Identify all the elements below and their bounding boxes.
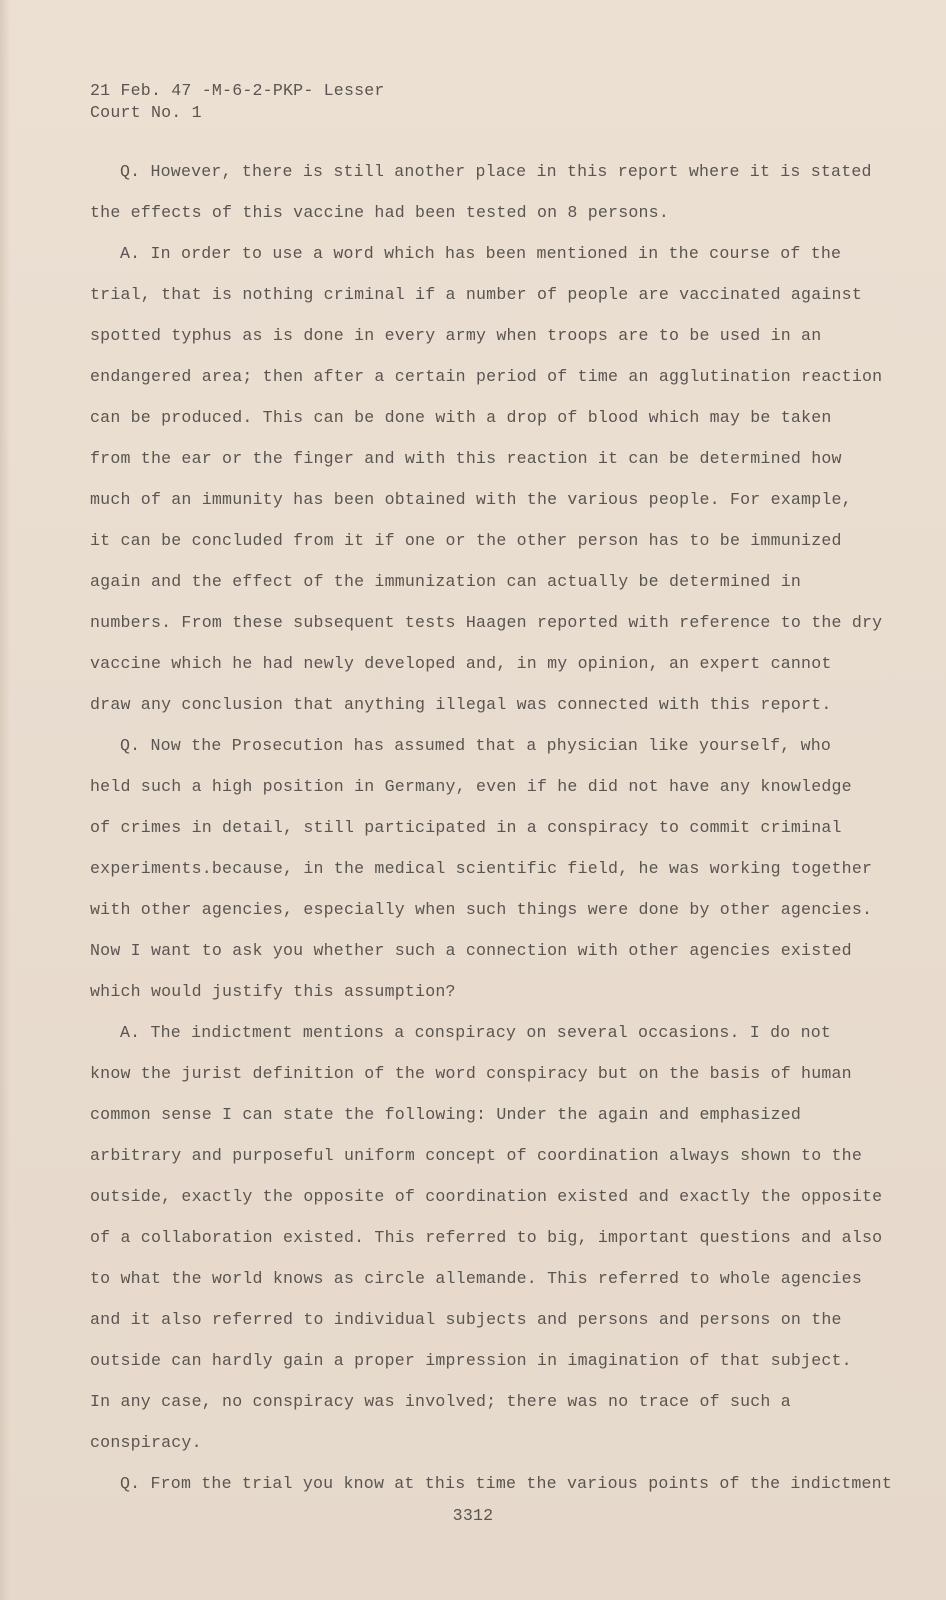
- transcript-line: of crimes in detail, still participated in a conspiracy to commit criminal: [90, 818, 842, 837]
- transcript-line: of a collaboration existed. This referred to big, important questions and also: [90, 1228, 883, 1247]
- transcript-line: Q. However, there is still another place in this report where it is stated: [120, 162, 872, 181]
- transcript-line: Q. From the trial you know at this time the various points of the indictment: [120, 1474, 892, 1493]
- transcript-line: from the ear or the finger and with this reaction it can be determined how: [90, 449, 842, 468]
- transcript-line: spotted typhus as is done in every army when troops are to be used in an: [90, 326, 822, 345]
- transcript-line: much of an immunity has been obtained with the various people. For example,: [90, 490, 852, 509]
- transcript-line: and it also referred to individual subjects and persons and persons on the: [90, 1310, 842, 1329]
- transcript-line: outside, exactly the opposite of coordination existed and exactly the opposite: [90, 1187, 883, 1206]
- transcript-line: draw any conclusion that anything illegal was connected with this report.: [90, 695, 832, 714]
- transcript-line: endangered area; then after a certain period of time an agglutination reaction: [90, 367, 883, 386]
- transcript-line: experiments.because, in the medical scientific field, he was working together: [90, 859, 873, 878]
- header-date-reference: 21 Feb. 47 -M-6-2-PKP- Lesser: [90, 81, 385, 100]
- transcript-line: numbers. From these subsequent tests Haagen reported with reference to the dry: [90, 613, 883, 632]
- transcript-line: know the jurist definition of the word conspiracy but on the basis of human: [90, 1064, 852, 1083]
- transcript-line: can be produced. This can be done with a drop of blood which may be taken: [90, 408, 832, 427]
- transcript-line: it can be concluded from it if one or the other person has to be immunized: [90, 531, 842, 550]
- transcript-line: again and the effect of the immunization can actually be determined in: [90, 572, 802, 591]
- transcript-line: common sense I can state the following: Under the again and emphasized: [90, 1105, 802, 1124]
- transcript-line: trial, that is nothing criminal if a number of people are vaccinated against: [90, 285, 862, 304]
- transcript-line: A. The indictment mentions a conspiracy on several occasions. I do not: [120, 1023, 832, 1042]
- transcript-line: A. In order to use a word which has been mentioned in the course of the: [120, 244, 842, 263]
- header-court: Court No. 1: [90, 103, 202, 122]
- transcript-line: held such a high position in Germany, even if he did not have any knowledge: [90, 777, 852, 796]
- transcript-line: which would justify this assumption?: [90, 982, 456, 1001]
- transcript-line: Now I want to ask you whether such a connection with other agencies existed: [90, 941, 852, 960]
- transcript-line: In any case, no conspiracy was involved; there was no trace of such a: [90, 1392, 791, 1411]
- transcript-line: Q. Now the Prosecution has assumed that a physician like yourself, who: [120, 736, 832, 755]
- transcript-line: outside can hardly gain a proper impression in imagination of that subject.: [90, 1351, 852, 1370]
- transcript-line: conspiracy.: [90, 1433, 202, 1452]
- transcript-body: [90, 151, 890, 1504]
- transcript-line: arbitrary and purposeful uniform concept of coordination always shown to the: [90, 1146, 862, 1165]
- transcript-line: to what the world knows as circle allemande. This referred to whole agencies: [90, 1269, 862, 1288]
- page-number: 3312: [452, 1506, 494, 1525]
- transcript-line: vaccine which he had newly developed and, in my opinion, an expert cannot: [90, 654, 832, 673]
- document-header: [90, 80, 385, 124]
- transcript-line: the effects of this vaccine had been tested on 8 persons.: [90, 203, 669, 222]
- transcript-line: with other agencies, especially when such things were done by other agencies.: [90, 900, 873, 919]
